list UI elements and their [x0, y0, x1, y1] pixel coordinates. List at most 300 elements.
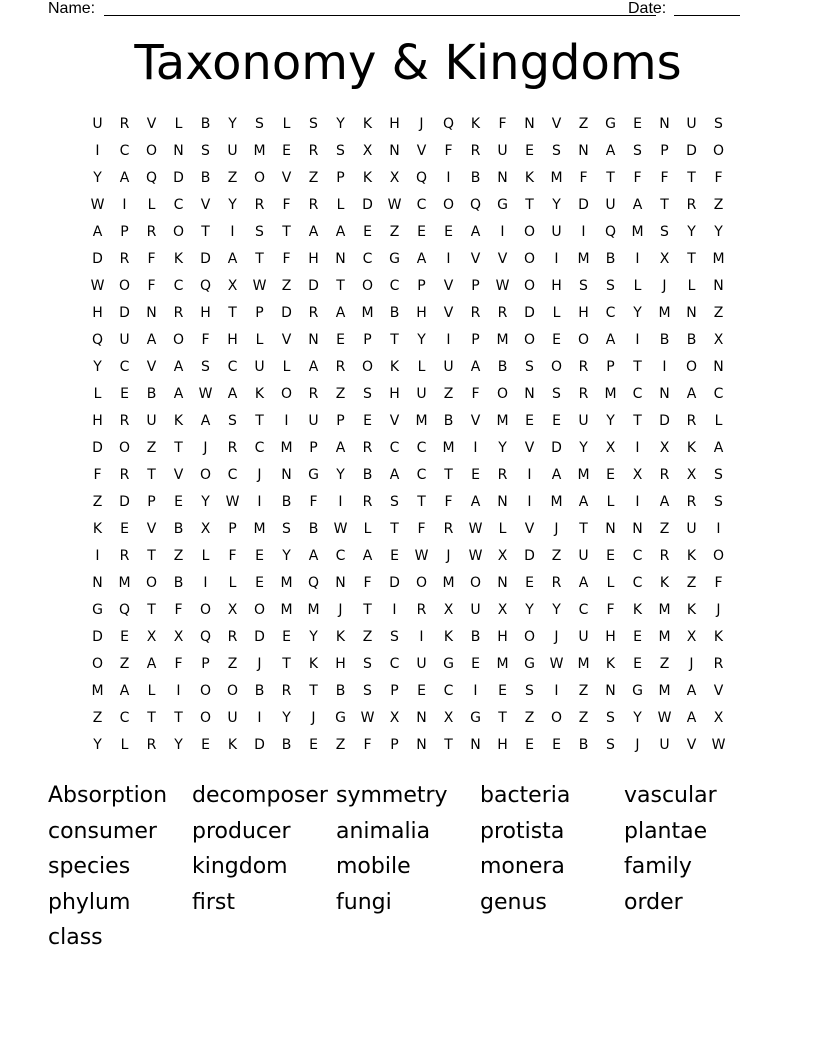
grid-letter: H [200, 305, 211, 321]
word-list-item: species [48, 854, 131, 879]
grid-letter: N [686, 305, 697, 321]
grid-letter: L [552, 305, 561, 321]
grid-letter: M [577, 467, 590, 483]
grid-letter: X [713, 710, 724, 726]
grid-row [84, 435, 734, 462]
grid-row [84, 300, 734, 327]
grid-letter: Z [227, 656, 238, 672]
grid-letter: W [468, 521, 483, 537]
grid-letter: S [525, 359, 534, 375]
grid-letter: N [632, 521, 643, 537]
grid-letter: R [227, 440, 238, 456]
grid-letter: R [470, 305, 481, 321]
grid-letter: T [363, 602, 372, 618]
grid-letter: K [362, 170, 373, 186]
grid-letter: V [470, 413, 481, 429]
grid-letter: Y [93, 359, 102, 375]
grid-letter: U [551, 224, 562, 240]
grid-letter: S [390, 629, 399, 645]
grid-letter: F [498, 116, 507, 132]
word-list-row [48, 814, 768, 850]
grid-letter: M [307, 602, 320, 618]
grid-letter: N [173, 143, 184, 159]
grid-letter: W [198, 386, 213, 402]
grid-letter: O [361, 359, 374, 375]
grid-letter: F [471, 386, 480, 402]
grid-letter: I [662, 359, 667, 375]
grid-letter: T [174, 440, 183, 456]
grid-letter: W [90, 197, 105, 213]
grid-letter: K [362, 116, 373, 132]
grid-letter: X [659, 440, 670, 456]
grid-letter: O [712, 143, 725, 159]
grid-letter: C [416, 440, 427, 456]
grid-letter: P [336, 413, 345, 429]
grid-letter: N [497, 170, 508, 186]
grid-letter: U [119, 332, 130, 348]
grid-letter: C [173, 278, 184, 294]
grid-letter: Z [119, 656, 130, 672]
grid-row [84, 408, 734, 435]
grid-letter: M [631, 224, 644, 240]
grid-row [84, 570, 734, 597]
grid-letter: R [119, 413, 130, 429]
grid-letter: O [280, 386, 293, 402]
grid-row [84, 246, 734, 273]
grid-letter: A [173, 359, 184, 375]
grid-letter: D [281, 305, 292, 321]
grid-letter: I [446, 332, 451, 348]
grid-letter: A [200, 413, 211, 429]
grid-letter: H [389, 116, 400, 132]
grid-letter: M [658, 305, 671, 321]
grid-letter: V [281, 170, 292, 186]
grid-letter: X [713, 332, 724, 348]
grid-letter: F [282, 197, 291, 213]
grid-letter: B [281, 737, 292, 753]
grid-letter: P [660, 143, 669, 159]
word-list-item: phylum [48, 889, 131, 915]
grid-letter: R [308, 197, 319, 213]
grid-letter: T [606, 170, 615, 186]
grid-letter: Y [552, 197, 561, 213]
grid-letter: U [470, 602, 481, 618]
grid-letter: D [578, 197, 589, 213]
grid-letter: W [468, 548, 483, 564]
grid-letter: U [686, 521, 697, 537]
grid-letter: P [471, 278, 480, 294]
grid-letter: O [685, 359, 698, 375]
grid-letter: I [527, 467, 532, 483]
grid-letter: C [335, 548, 346, 564]
grid-letter: E [417, 224, 426, 240]
grid-letter: K [659, 575, 670, 591]
grid-letter: V [524, 440, 535, 456]
grid-letter: V [146, 359, 157, 375]
grid-letter: X [497, 548, 508, 564]
grid-letter: F [147, 278, 156, 294]
grid-letter: O [199, 683, 212, 699]
grid-letter: S [633, 143, 642, 159]
word-list-item: class [48, 925, 103, 950]
grid-letter: F [363, 575, 372, 591]
grid-letter: V [551, 116, 562, 132]
grid-letter: X [227, 602, 238, 618]
grid-letter: I [419, 629, 424, 645]
grid-letter: E [363, 413, 372, 429]
grid-letter: P [390, 683, 399, 699]
grid-letter: Y [633, 305, 642, 321]
grid-letter: Y [93, 170, 102, 186]
grid-letter: Q [469, 197, 482, 213]
grid-letter: B [497, 359, 508, 375]
grid-row [84, 354, 734, 381]
grid-row [84, 651, 734, 678]
grid-letter: G [308, 467, 319, 483]
grid-letter: N [335, 251, 346, 267]
grid-letter: V [713, 683, 724, 699]
grid-letter: S [363, 656, 372, 672]
word-list-item: producer [192, 818, 291, 844]
grid-letter: J [446, 548, 451, 564]
grid-letter: B [470, 170, 481, 186]
grid-letter: Z [659, 521, 670, 537]
grid-letter: E [120, 629, 129, 645]
grid-row [84, 597, 734, 624]
grid-letter: O [118, 278, 131, 294]
grid-letter: A [605, 143, 616, 159]
grid-letter: O [712, 548, 725, 564]
grid-letter: K [254, 386, 265, 402]
grid-letter: O [172, 224, 185, 240]
grid-letter: T [525, 197, 534, 213]
grid-letter: O [118, 440, 131, 456]
grid-letter: B [578, 737, 589, 753]
grid-letter: T [147, 710, 156, 726]
grid-letter: I [95, 143, 100, 159]
grid-letter: C [416, 467, 427, 483]
grid-letter: O [577, 332, 590, 348]
grid-letter: O [199, 602, 212, 618]
grid-letter: P [390, 737, 399, 753]
grid-letter: L [174, 116, 183, 132]
grid-letter: O [496, 386, 509, 402]
grid-letter: G [605, 116, 616, 132]
grid-letter: A [470, 224, 481, 240]
grid-letter: A [686, 683, 697, 699]
grid-letter: X [362, 143, 373, 159]
grid-letter: E [525, 737, 534, 753]
grid-letter: C [605, 305, 616, 321]
grid-letter: K [605, 656, 616, 672]
grid-letter: M [280, 602, 293, 618]
grid-letter: Z [551, 548, 562, 564]
grid-letter: N [281, 467, 292, 483]
grid-letter: E [498, 683, 507, 699]
grid-letter: T [174, 710, 183, 726]
grid-letter: M [361, 305, 374, 321]
grid-letter: M [496, 413, 509, 429]
grid-letter: G [335, 710, 346, 726]
grid-letter: U [686, 116, 697, 132]
grid-letter: F [309, 494, 318, 510]
grid-letter: B [686, 332, 697, 348]
word-list-item: Absorption [48, 783, 168, 808]
grid-letter: Y [606, 413, 615, 429]
grid-letter: I [95, 548, 100, 564]
grid-letter: O [523, 224, 536, 240]
grid-letter: Q [199, 629, 212, 645]
grid-letter: V [443, 278, 454, 294]
grid-letter: R [686, 197, 697, 213]
word-list-item: animalia [336, 818, 431, 844]
grid-letter: Z [362, 629, 373, 645]
grid-letter: E [633, 656, 642, 672]
grid-letter: I [122, 197, 127, 213]
grid-letter: C [119, 143, 130, 159]
grid-letter: O [253, 602, 266, 618]
grid-letter: N [578, 143, 589, 159]
grid-letter: A [632, 197, 643, 213]
grid-letter: B [254, 683, 265, 699]
grid-letter: L [282, 116, 291, 132]
grid-letter: R [254, 197, 265, 213]
grid-letter: X [632, 467, 643, 483]
grid-letter: S [660, 224, 669, 240]
grid-letter: H [551, 278, 562, 294]
grid-letter: X [200, 521, 211, 537]
grid-row [84, 219, 734, 246]
word-list-item: consumer [48, 818, 157, 844]
grid-letter: D [524, 305, 535, 321]
grid-letter: O [91, 656, 104, 672]
grid-letter: H [335, 656, 346, 672]
grid-letter: S [228, 413, 237, 429]
grid-letter: J [257, 467, 262, 483]
grid-letter: D [119, 305, 130, 321]
grid-letter: R [308, 143, 319, 159]
grid-letter: P [417, 278, 426, 294]
grid-letter: O [415, 575, 428, 591]
grid-letter: P [471, 332, 480, 348]
grid-letter: D [551, 440, 562, 456]
grid-letter: T [228, 305, 237, 321]
grid-letter: R [281, 683, 292, 699]
grid-letter: Z [443, 386, 454, 402]
grid-letter: I [716, 521, 721, 537]
grid-letter: O [550, 710, 563, 726]
grid-letter: U [92, 116, 103, 132]
grid-letter: A [470, 359, 481, 375]
grid-letter: U [578, 413, 589, 429]
grid-letter: U [146, 413, 157, 429]
grid-letter: T [633, 359, 642, 375]
grid-letter: J [662, 278, 667, 294]
grid-letter: T [147, 602, 156, 618]
grid-letter: V [200, 197, 211, 213]
grid-letter: U [578, 548, 589, 564]
grid-letter: I [446, 170, 451, 186]
grid-letter: X [173, 629, 184, 645]
grid-letter: Y [417, 332, 426, 348]
word-list-row [48, 885, 768, 921]
grid-row [84, 678, 734, 705]
grid-letter: M [712, 251, 725, 267]
grid-letter: D [362, 197, 373, 213]
grid-letter: M [577, 656, 590, 672]
grid-letter: A [308, 224, 319, 240]
grid-letter: N [146, 305, 157, 321]
grid-letter: A [416, 251, 427, 267]
grid-letter: L [147, 197, 156, 213]
grid-letter: I [473, 683, 478, 699]
grid-letter: B [470, 629, 481, 645]
grid-letter: P [255, 305, 264, 321]
grid-letter: Z [578, 683, 589, 699]
grid-letter: O [145, 143, 158, 159]
grid-letter: R [119, 467, 130, 483]
grid-letter: T [444, 467, 453, 483]
grid-letter: X [443, 710, 454, 726]
word-list-item: bacteria [480, 783, 571, 808]
grid-letter: Y [228, 197, 237, 213]
grid-letter: F [201, 332, 210, 348]
grid-letter: R [119, 116, 130, 132]
grid-letter: L [282, 359, 291, 375]
grid-letter: M [91, 683, 104, 699]
grid-letter: D [92, 629, 103, 645]
grid-letter: Q [91, 332, 104, 348]
grid-letter: M [604, 386, 617, 402]
grid-letter: N [605, 521, 616, 537]
grid-letter: B [659, 332, 670, 348]
grid-letter: T [255, 251, 264, 267]
name-label: Name: [48, 0, 96, 17]
grid-letter: A [92, 224, 103, 240]
grid-letter: K [173, 413, 184, 429]
grid-letter: C [119, 710, 130, 726]
grid-letter: X [389, 710, 400, 726]
grid-letter: V [146, 521, 157, 537]
grid-letter: F [579, 170, 588, 186]
grid-letter: Z [524, 710, 535, 726]
grid-letter: V [416, 143, 427, 159]
grid-letter: F [282, 251, 291, 267]
grid-letter: A [362, 548, 373, 564]
word-list-item: monera [480, 854, 565, 879]
grid-letter: A [227, 251, 238, 267]
grid-letter: S [606, 710, 615, 726]
grid-letter: D [254, 629, 265, 645]
grid-letter: M [550, 494, 563, 510]
grid-letter: W [657, 710, 672, 726]
grid-letter: F [147, 251, 156, 267]
word-list-item: plantae [624, 818, 708, 844]
grid-letter: W [495, 278, 510, 294]
grid-letter: B [335, 683, 346, 699]
grid-letter: C [632, 386, 643, 402]
grid-letter: M [577, 251, 590, 267]
word-list-item: order [624, 889, 683, 915]
word-list-row [48, 920, 768, 956]
grid-letter: E [120, 521, 129, 537]
grid-letter: R [497, 305, 508, 321]
grid-letter: N [416, 710, 427, 726]
grid-letter: A [659, 494, 670, 510]
grid-letter: D [524, 548, 535, 564]
grid-letter: R [578, 386, 589, 402]
grid-letter: R [227, 629, 238, 645]
grid-letter: Y [579, 440, 588, 456]
grid-letter: E [633, 629, 642, 645]
grid-letter: N [713, 359, 724, 375]
grid-letter: I [554, 683, 559, 699]
grid-letter: Q [442, 116, 455, 132]
grid-letter: F [228, 548, 237, 564]
grid-letter: D [254, 737, 265, 753]
grid-letter: T [660, 197, 669, 213]
grid-letter: B [308, 521, 319, 537]
letter-grid [84, 111, 734, 759]
grid-letter: U [227, 710, 238, 726]
grid-letter: U [254, 359, 265, 375]
grid-letter: Q [118, 602, 131, 618]
grid-letter: K [524, 170, 535, 186]
grid-letter: Z [335, 737, 346, 753]
grid-letter: O [523, 332, 536, 348]
grid-letter: O [523, 251, 536, 267]
word-list [48, 778, 768, 956]
grid-letter: T [498, 710, 507, 726]
grid-letter: N [308, 332, 319, 348]
grid-letter: G [389, 251, 400, 267]
grid-letter: R [686, 413, 697, 429]
grid-row [84, 327, 734, 354]
grid-letter: D [92, 251, 103, 267]
grid-letter: K [443, 629, 454, 645]
grid-letter: O [442, 197, 455, 213]
word-list-item: genus [480, 889, 547, 915]
grid-letter: L [498, 521, 507, 537]
grid-letter: K [92, 521, 103, 537]
grid-letter: R [119, 251, 130, 267]
grid-row [84, 543, 734, 570]
grid-row [84, 165, 734, 192]
grid-letter: V [443, 305, 454, 321]
grid-letter: C [389, 440, 400, 456]
grid-letter: W [225, 494, 240, 510]
grid-letter: M [550, 170, 563, 186]
grid-letter: W [711, 737, 726, 753]
grid-letter: A [335, 305, 346, 321]
grid-letter: T [390, 332, 399, 348]
grid-letter: P [606, 359, 615, 375]
grid-letter: A [335, 440, 346, 456]
grid-letter: U [416, 386, 427, 402]
grid-letter: E [633, 116, 642, 132]
grid-letter: L [336, 197, 345, 213]
grid-letter: H [497, 629, 508, 645]
grid-letter: T [579, 521, 588, 537]
grid-letter: Y [525, 602, 534, 618]
grid-letter: W [549, 656, 564, 672]
grid-letter: X [497, 602, 508, 618]
grid-letter: P [120, 224, 129, 240]
grid-letter: K [335, 629, 346, 645]
grid-letter: Y [174, 737, 183, 753]
grid-letter: H [308, 251, 319, 267]
grid-letter: Z [227, 170, 238, 186]
